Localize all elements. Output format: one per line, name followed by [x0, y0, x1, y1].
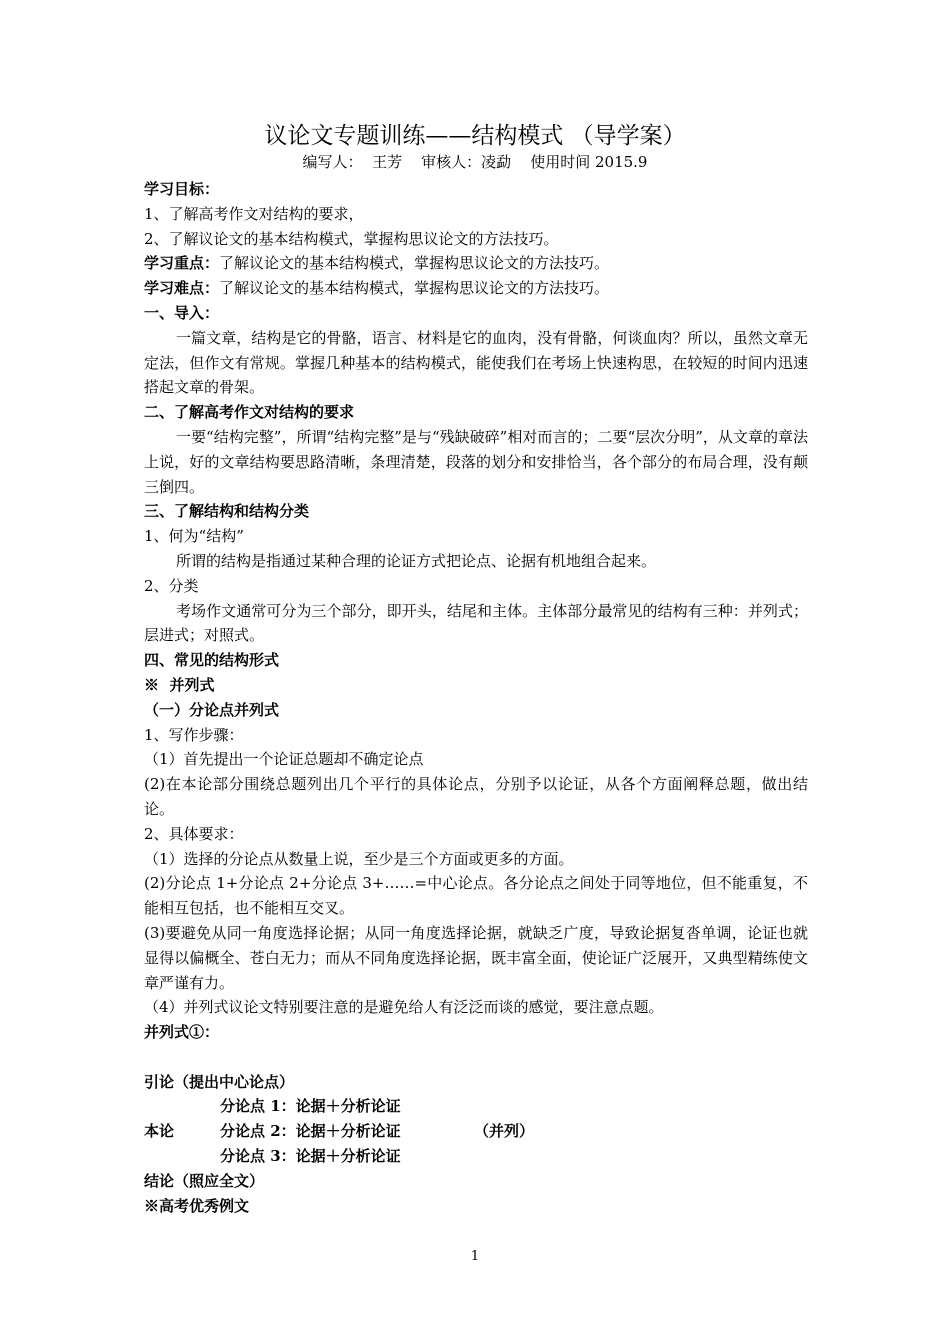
- section-3-paragraph-1: 所谓的结构是指通过某种合理的论证方式把论点、论据有机地组合起来。: [176, 551, 657, 570]
- example-label: 并列式①：: [144, 1023, 220, 1042]
- goal-item-1: 1、了解高考作文对结构的要求，: [144, 204, 364, 223]
- scheme-point-1: 分论点 1：论据＋分析论证: [220, 1097, 401, 1116]
- step-1: （1）首先提出一个论证总题却不确定论点: [144, 750, 424, 769]
- requirement-1: （1）选择的分论点从数量上说，至少是三个方面或更多的方面。: [144, 849, 574, 868]
- difficult-point-text: 了解议论文的基本结构模式，掌握构思议论文的方法技巧。: [219, 279, 610, 298]
- section-3-paragraph-2: 考场作文通常可分为三个部分，即开头，结尾和主体。主体部分最常见的结构有三种：并列式；层进式；对照式。: [144, 601, 808, 645]
- scheme-point-3: 分论点 3：论据＋分析论证: [220, 1147, 401, 1166]
- structure-type-label: ※ 并列式: [144, 675, 215, 694]
- requirement-2: (2)分论点 1+分论点 2+分论点 3+……=中心论点。各分论点之间处于同等地位，但不能重复，不能相互包括，也不能相互交叉。: [144, 874, 808, 918]
- scheme-intro: 引论（提出中心论点）: [144, 1072, 295, 1091]
- requirement-4: （4）并列式议论文特别要注意的是避免给人有泛泛而谈的感觉，要注意点题。: [144, 998, 664, 1017]
- step-2: (2)在本论部分围绕总题列出几个平行的具体论点，分别予以论证，从各个方面阐释总题，做出结论。: [144, 775, 808, 818]
- exemplar-heading: ※高考优秀例文: [144, 1196, 250, 1215]
- section-1-paragraph: 一篇文章，结构是它的骨骼，语言、材料是它的血肉，没有骨骼，何谈血肉？所以，虽然文章无定法，但作文有常规。掌握几种基本的结构模式，能使我们在考场上快速构思，在较短的时间内迅速搭起文章的骨架。: [144, 328, 808, 397]
- scheme-parallel-label: （并列）: [474, 1122, 535, 1141]
- steps-heading: 1、写作步骤：: [144, 725, 244, 744]
- scheme-point-2: 分论点 2：论据＋分析论证: [220, 1122, 401, 1141]
- requirement-3: (3)要避免从同一角度选择论据；从同一角度选择论据，就缺乏广度，导致论据复沓单调，论证也就显得以偏概全、苍白无力；而从不同角度选择论据，既丰富全面，使论证广泛展开，又典型精练使文章严谨有力。: [144, 923, 808, 992]
- blank-line: [144, 1045, 808, 1070]
- goal-item-2: 2、了解议论文的基本结构模式，掌握构思议论文的方法技巧。: [144, 229, 559, 248]
- section-4-heading: 四、常见的结构形式: [144, 651, 280, 670]
- key-point-label: 学习重点：: [144, 254, 220, 273]
- scheme-conclusion: 结论（照应全文）: [144, 1171, 265, 1190]
- scheme-body-label: 本论: [144, 1122, 175, 1141]
- document-body: [144, 177, 808, 1218]
- section-2-paragraph: 一要“结构完整”，所谓“结构完整”是与“残缺破碎”相对而言的；二要“层次分明”，从文章的章法上说，好的文章结构要思路清晰，条理清楚，段落的划分和安排恰当，各个部分的布局合理，没有颠三倒四。: [144, 427, 808, 496]
- requirements-heading: 2、具体要求：: [144, 824, 244, 843]
- page-number: 1: [470, 1249, 480, 1264]
- key-point-text: 了解议论文的基本结构模式，掌握构思议论文的方法技巧。: [219, 254, 610, 273]
- section-3-sub-1: 1、何为“结构”: [144, 527, 244, 546]
- difficult-point-label: 学习难点：: [144, 279, 220, 298]
- section-3-sub-2: 2、分类: [144, 576, 199, 595]
- section-3-heading: 三、了解结构和结构分类: [144, 502, 310, 521]
- document-title: 议论文专题训练——结构模式 （导学案）: [264, 123, 686, 149]
- difficult-point-line: [144, 276, 808, 301]
- section-2-heading: 二、了解高考作文对结构的要求: [144, 403, 355, 422]
- structure-subtype-heading: （一）分论点并列式: [144, 700, 280, 719]
- key-point-line: [144, 251, 808, 276]
- section-1-heading: 一、导入：: [144, 303, 220, 322]
- author-line: 编写人： 王芳 审核人：凌勐 使用时间 2015.9: [302, 153, 648, 171]
- structure-scheme: [144, 1070, 808, 1219]
- goals-heading: 学习目标：: [144, 180, 220, 198]
